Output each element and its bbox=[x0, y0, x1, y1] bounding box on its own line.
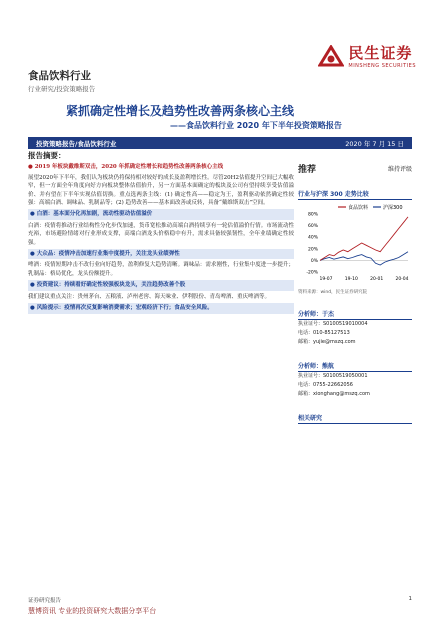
analyst-line: 电话：010-85127513 bbox=[298, 330, 350, 336]
analyst-email[interactable]: 邮箱：yujie@mszq.com bbox=[298, 339, 356, 345]
y-tick-label: 0% bbox=[310, 258, 318, 264]
y-tick-label: 60% bbox=[307, 224, 318, 230]
footer bbox=[28, 596, 412, 604]
summary-paragraph: 白酒：疫情将推动行业结构性分化步伐加速，货币宽松推动高端白酒持续享有一轮估值溢价行情。市场流动性充裕，市场避险情绪对行业形成支撑，高端白酒龙头价格稳中有升，需求具备较强韧性，全年业绩确定性较强。 bbox=[28, 222, 294, 246]
section-banner: ● 白酒：基本面分化再加剧，流动性驱动估值溢价 bbox=[28, 209, 294, 219]
summary-bullet: ● 2019 年板块戴维斯双击，2020 年抓确定性增长和趋势性改善两条核心主线 bbox=[28, 164, 224, 171]
report-subtitle: ——食品饮料行业 2020 年下半年投资策略报告 bbox=[170, 121, 342, 130]
analyst-heading: 分析师：于杰 bbox=[298, 309, 412, 320]
sidebar bbox=[298, 152, 412, 424]
section-banner: ● 大众品：疫情冲击加速行业集中度提升，关注龙头业绩弹性 bbox=[28, 249, 294, 259]
page-number: 1 bbox=[408, 596, 412, 602]
broker-logo bbox=[318, 42, 416, 69]
analyst-line: 执业证号：S0100519050001 bbox=[298, 373, 368, 379]
related-heading: 相关研究 bbox=[298, 413, 412, 424]
report-date: 2020 年 7 月 15 日 bbox=[345, 139, 404, 148]
chart-source: 资料来源：wind，民生证券研究院 bbox=[298, 290, 368, 295]
analyst-line: 电话：0755-22662056 bbox=[298, 382, 353, 388]
x-tick-label: 19-10 bbox=[344, 277, 358, 282]
y-tick-label: 80% bbox=[307, 212, 318, 218]
y-tick-label: 40% bbox=[307, 235, 318, 241]
industry-name: 食品饮料行业 bbox=[28, 70, 91, 82]
section-banner: ● 风险提示：疫情再次反复影响消费需求；宏观经济下行；食品安全风险。 bbox=[28, 303, 294, 313]
report-summary bbox=[28, 152, 294, 316]
logo-mark-icon bbox=[318, 45, 344, 67]
watermark: 慧博资讯 专业的投资研究大数据分享平台 bbox=[28, 607, 157, 615]
report-title: 紧抓确定性增长及趋势性改善两条核心主线 bbox=[66, 104, 295, 118]
broker-name-en: MINSHENG SECURITIES bbox=[348, 63, 416, 69]
chart-heading: 行业与沪深 300 走势比较 bbox=[298, 189, 412, 200]
summary-heading: 报告摘要： bbox=[28, 151, 66, 160]
broker-name: 民生证券 bbox=[348, 44, 413, 62]
y-tick-label: 20% bbox=[307, 247, 318, 253]
report-type: 投资策略报告/食品饮料行业 bbox=[36, 139, 117, 148]
analyst-email[interactable]: 邮箱：xionghang@mszq.com bbox=[298, 391, 370, 397]
legend-label: 食品饮料 bbox=[348, 205, 369, 211]
analyst-heading: 分析师：熊航 bbox=[298, 361, 412, 372]
rating-row bbox=[298, 162, 412, 175]
report-info-bar bbox=[28, 137, 412, 149]
series-line-hs300 bbox=[320, 252, 408, 265]
x-tick-label: 20-01 bbox=[370, 277, 384, 282]
section-banner: ● 投资建议：持续看好确定性较强板块龙头，关注趋势改善个股 bbox=[28, 280, 294, 290]
x-tick-label: 19-07 bbox=[319, 277, 333, 282]
summary-paragraph: 啤酒：疫情短期冲击不改行业向好趋势，盈利修复大趋势清晰。调味品：需求刚性，行业集中度进一步提升；乳制品：格局优化，龙头份额提升。 bbox=[28, 262, 294, 277]
rating-label: 推荐 bbox=[298, 165, 317, 175]
report-header bbox=[0, 0, 440, 130]
series-line-food bbox=[320, 217, 408, 261]
summary-paragraph: 我们建议重点关注：贵州茅台、五粮液、泸州老窖、海天味业、伊利股份、青岛啤酒、重庆啤酒等。 bbox=[28, 293, 271, 300]
legend-label: 沪深300 bbox=[383, 205, 403, 211]
performance-chart bbox=[298, 202, 412, 288]
x-tick-label: 20-04 bbox=[395, 277, 409, 282]
rating-sub: 维持评级 bbox=[387, 166, 412, 173]
footer-label: 证券研究报告 bbox=[28, 598, 62, 604]
industry-subtitle: 行业研究/投资策略报告 bbox=[28, 85, 96, 93]
summary-paragraph: 展望2020年下半年，我们认为板块仍将保持相对较好的成长及盈利增长性。尽管20H2估值提升空间已大幅收窄，但一方面全年角度向好方向板块整体估值抬升，另一方面基本面确定的板块及公司有望持续享受估值溢价、并有望在下半年实现估值切换。重点选两条主线：(1) 确定性高——稳定为王，盈利驱动依然确定性较强：高端白酒、调味品、乳制品等；(2) 趋势改善——基本面改善或反转，具备“戴维斯双击”空间。 bbox=[28, 174, 294, 207]
y-tick-label: -20% bbox=[306, 270, 318, 276]
analyst-line: 执业证号：S0100519010004 bbox=[298, 321, 368, 327]
